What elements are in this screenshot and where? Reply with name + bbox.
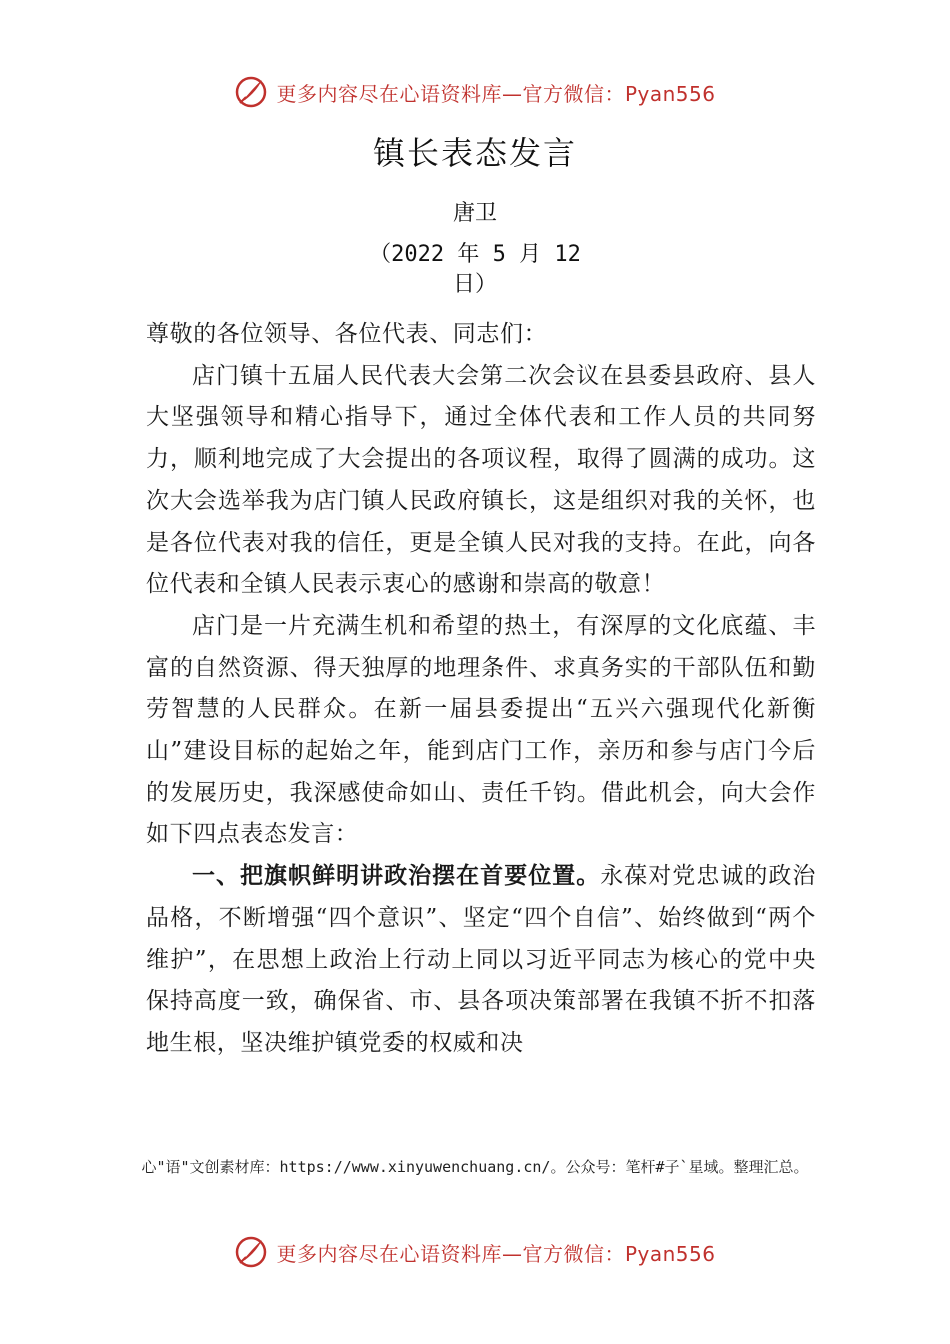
document-author: 唐卫 xyxy=(452,201,497,226)
date-line-1: （2022 年 5 月 12 xyxy=(369,242,581,267)
quill-pen-logo-icon xyxy=(234,1235,268,1269)
paragraph-3 xyxy=(146,856,816,1065)
document-date xyxy=(0,240,950,300)
document-body xyxy=(146,314,816,1065)
banner-text: 更多内容尽在心语资料库—官方微信：Pyan556 xyxy=(276,81,716,106)
date-line-2: 日） xyxy=(452,272,497,297)
footer-note: 心"语"文创素材库：https://www.xinyuwenchuang.cn/。公众号：笔杆#子`星域。整理汇总。 xyxy=(141,1158,809,1176)
greeting: 尊敬的各位领导、各位代表、同志们： xyxy=(146,321,548,347)
footer-banner xyxy=(0,1230,950,1274)
quill-pen-logo-icon xyxy=(234,75,268,109)
paragraph-2: 店门是一片充满生机和希望的热土，有深厚的文化底蕴、丰富的自然资源、得天独厚的地理条件、求真务实的干部队伍和勤劳智慧的人民群众。在新一届县委提出“五兴六强现代化新衡山”建设目标的起始之年，能到店门工作，亲历和参与店门今后的发展历史，我深感使命如山、责任千钧。借此机会，向大会作如下四点表态发言： xyxy=(146,612,816,848)
document-title: 镇长表态发言 xyxy=(372,134,577,172)
paragraph-3-body: 永葆对党忠诚的政治品格，不断增强“四个意识”、坚定“四个自信”、始终做到“两个维护”，在思想上政治上行动上同以习近平同志为核心的党中央保持高度一致，确保省、市、县各项决策部署在我镇不折不扣落地生根，坚决维护镇党委的权威和决 xyxy=(146,863,816,1056)
header-banner xyxy=(0,70,950,114)
section-heading-1: 一、把旗帜鲜明讲政治摆在首要位置。 xyxy=(192,863,601,890)
paragraph-1: 店门镇十五届人民代表大会第二次会议在县委县政府、县人大坚强领导和精心指导下，通过全体代表和工作人员的共同努力，顺利地完成了大会提出的各项议程，取得了圆满的成功。这次大会选举我为店门镇人民政府镇长，这是组织对我的关怀，也是各位代表对我的信任，更是全镇人民对我的支持。在此，向各位代表和全镇人民表示衷心的感谢和崇高的敬意！ xyxy=(146,362,816,598)
banner-text-bottom: 更多内容尽在心语资料库—官方微信：Pyan556 xyxy=(276,1241,716,1266)
